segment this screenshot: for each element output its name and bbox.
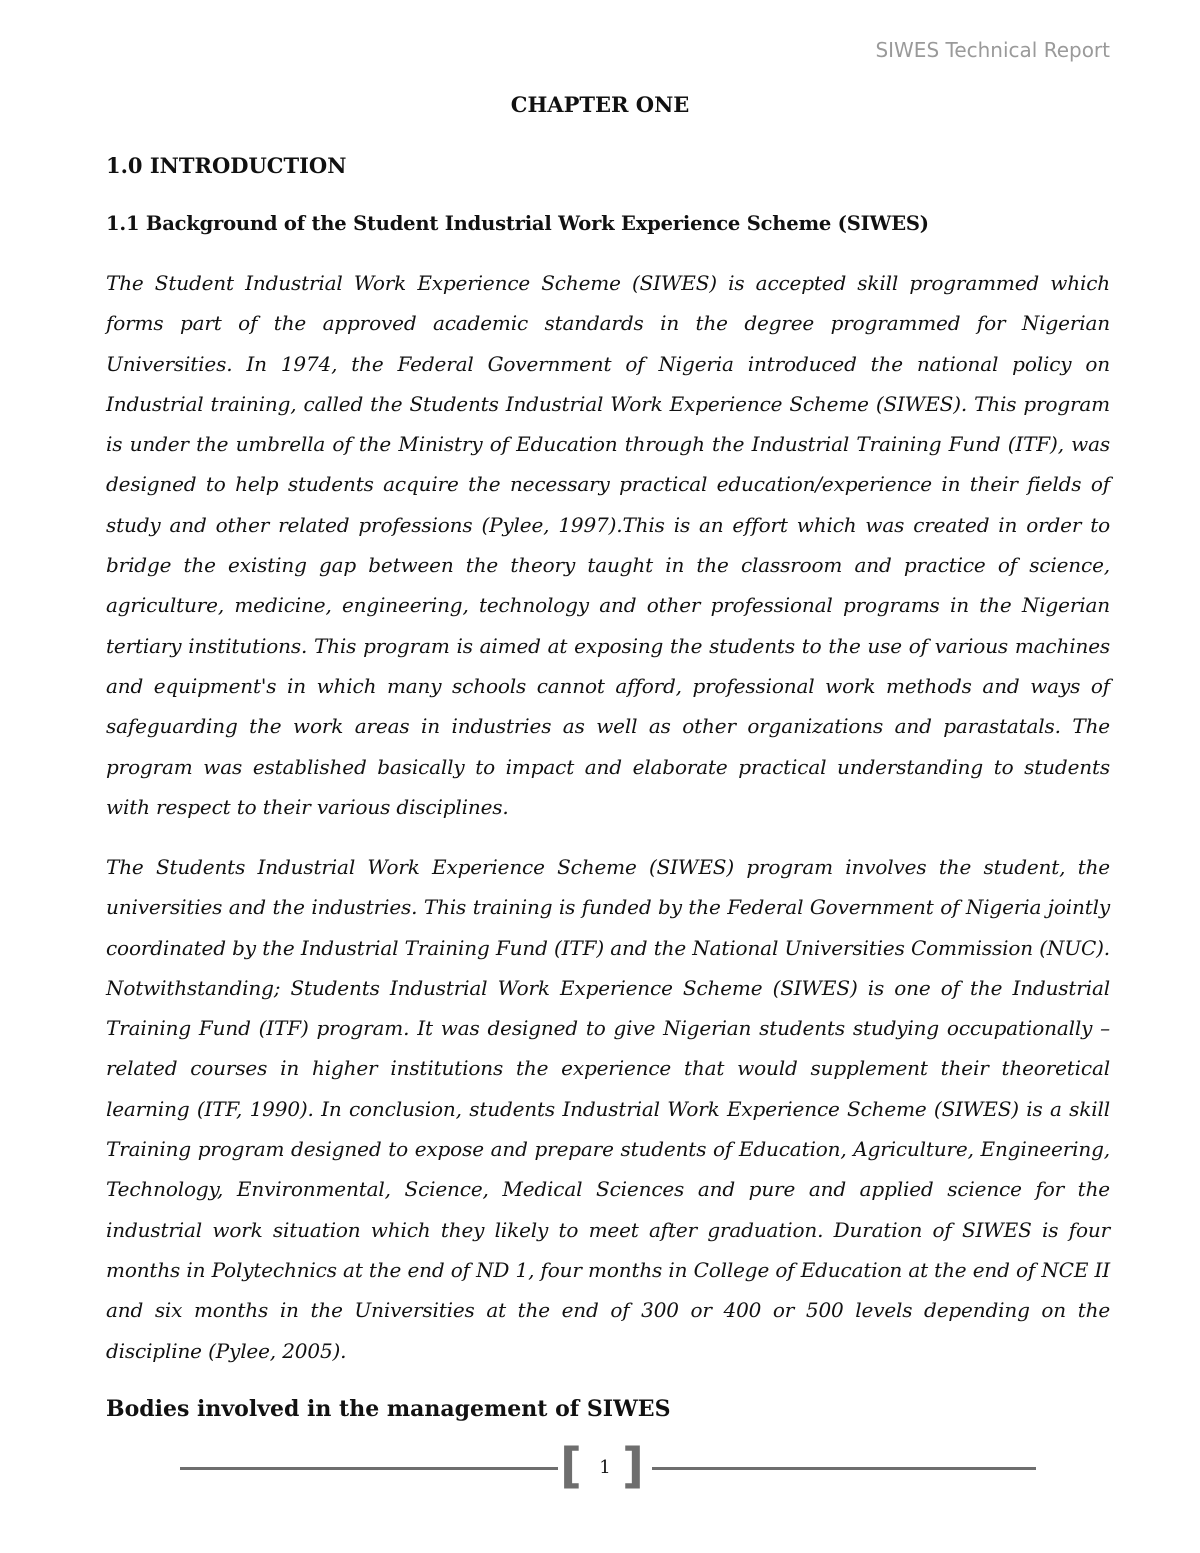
- bodies-heading: Bodies involved in the management of SIWES: [106, 1396, 671, 1422]
- section-heading: 1.0 INTRODUCTION: [106, 153, 347, 178]
- chapter-title: CHAPTER ONE: [510, 92, 690, 117]
- right-brace-icon: ]: [622, 1438, 644, 1494]
- page-number: 1: [599, 1457, 611, 1478]
- footer-rule-right: [652, 1467, 1036, 1470]
- subsection-heading: 1.1 Background of the Student Industrial Work Experience Scheme (SIWES): [106, 212, 929, 235]
- left-brace-icon: [: [560, 1438, 582, 1494]
- running-header: SIWES Technical Report: [875, 38, 1110, 62]
- paragraph-1: The Student Industrial Work Experience Scheme (SIWES) is accepted skill programmed which forms part of the approved academic standards in the degree programmed for Nigerian Universities. In 1974, the Federal Government of Nigeria introduced the national policy on Industrial training, called the Students Industrial Work Experience Scheme (SIWES). This program is under the umbrella of the Ministry of Education through the Industrial Training Fund (ITF), was designed to help students acquire the necessary practical education/experience in their fields of study and other related professions (Pylee, 1997).This is an effort which was created in order to bridge the existing gap between the theory taught in the classroom and practice of science, agriculture, medicine, engineering, technology and other professional programs in the Nigerian tertiary institutions. This program is aimed at exposing the students to the use of various machines and equipment's in which many schools cannot afford, professional work methods and ways of safeguarding the work areas in industries as well as other organizations and parastatals. The program was established basically to impact and elaborate practical understanding to students with respect to their various disciplines.: [106, 271, 1110, 819]
- paragraph-2: The Students Industrial Work Experience Scheme (SIWES) program involves the student, the universities and the industries. This training is funded by the Federal Government of Nigeria jointly coordinated by the Industrial Training Fund (ITF) and the National Universities Commission (NUC). Notwithstanding; Students Industrial Work Experience Scheme (SIWES) is one of the Industrial Training Fund (ITF) program. It was designed to give Nigerian students studying occupationally – related courses in higher institutions the experience that would supplement their theoretical learning (ITF, 1990). In conclusion, students Industrial Work Experience Scheme (SIWES) is a skill Training program designed to expose and prepare students of Education, Agriculture, Engineering, Technology, Environmental, Science, Medical Sciences and pure and applied science for the industrial work situation which they likely to meet after graduation. Duration of SIWES is four months in Polytechnics at the end of ND 1, four months in College of Education at the end of NCE II and six months in the Universities at the end of 300 or 400 or 500 levels depending on the discipline (Pylee, 2005).: [106, 855, 1110, 1363]
- footer-rule-left: [180, 1467, 558, 1470]
- page-footer: [0, 1438, 1200, 1495]
